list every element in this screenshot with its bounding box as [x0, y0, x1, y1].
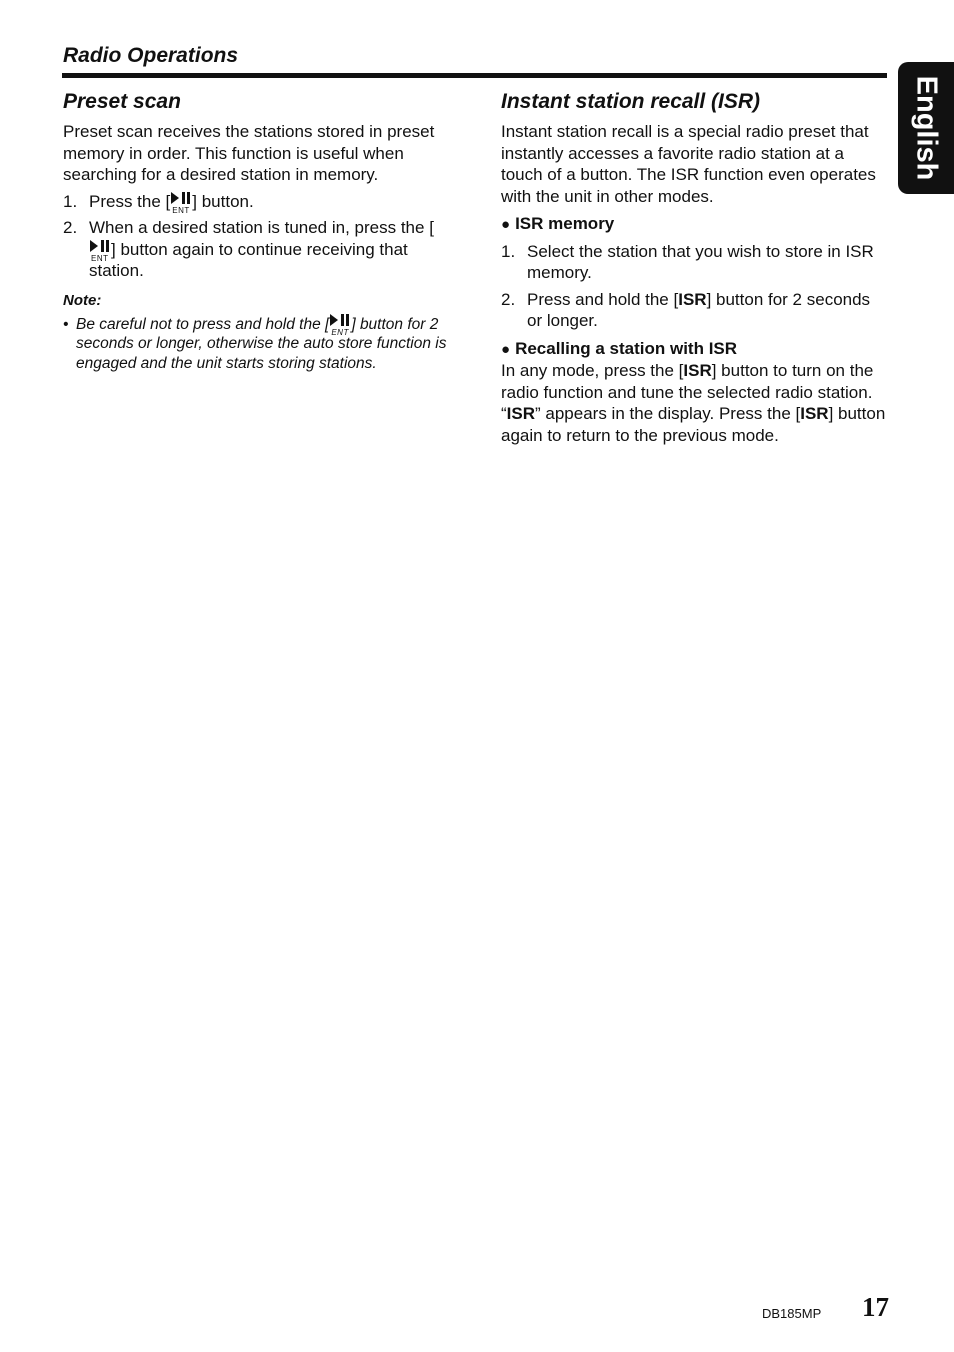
- preset-scan-intro: Preset scan receives the stations stored in preset memory in order. This function is useful when searching for a desired station in memory.: [63, 122, 435, 184]
- play-pause-ent-icon: ENT: [170, 193, 192, 211]
- note-text-before: Be careful not to press and hold the [: [76, 315, 330, 333]
- header-rule: [62, 73, 887, 78]
- isr-key-label: ISR: [506, 404, 536, 423]
- isr-memory-heading: ● ISR memory: [501, 214, 615, 233]
- note-bullet: •: [63, 315, 69, 333]
- page-number: 17: [862, 1292, 889, 1322]
- step-text-before: Press the [: [89, 191, 171, 211]
- note-text-after: ] button for 2 seconds or longer, otherwise the auto store function is engaged and the unit starts storing stations.: [76, 315, 447, 372]
- play-pause-ent-icon: ENT: [89, 241, 111, 259]
- step-number: 1.: [63, 191, 78, 211]
- list-item: [63, 191, 455, 213]
- step-text-before: When a desired station is tuned in, press the [: [89, 218, 434, 237]
- step-number: 1.: [501, 241, 516, 261]
- note-body: [63, 315, 455, 374]
- list-item: [501, 289, 887, 332]
- recall-heading: ● Recalling a station with ISR: [501, 338, 738, 358]
- step-text-before: Press and hold the [: [527, 289, 679, 309]
- section-title: Radio Operations: [63, 44, 239, 67]
- recall-body: In any mode, press the [ISR] button to turn on the radio function and tune the selected radio station. “ISR” appears in the display. Press the [ISR] button again to return to the previous mode.: [501, 361, 886, 445]
- language-tab: [898, 62, 954, 194]
- play-pause-ent-icon: ENT: [329, 315, 351, 333]
- list-item: [501, 241, 887, 284]
- step-number: 2.: [63, 218, 78, 237]
- preset-scan-title: Preset scan: [63, 90, 181, 113]
- isr-title: Instant station recall (ISR): [501, 90, 761, 113]
- language-tab-label: English: [910, 75, 943, 181]
- preset-scan-steps: [63, 191, 455, 282]
- list-item: [63, 217, 455, 282]
- step-number: 2.: [501, 289, 516, 309]
- bullet-dot-icon: ●: [501, 340, 511, 358]
- isr-key-label: ISR: [800, 404, 829, 423]
- model-number: DB185MP: [762, 1306, 822, 1321]
- isr-key-label: ISR: [683, 361, 712, 380]
- step-text-after: ] button for 2 seconds or longer.: [527, 289, 871, 330]
- bullet-dot-icon: ●: [501, 216, 511, 233]
- isr-memory-steps: [501, 241, 887, 332]
- step-text: Select the station that you wish to store in ISR memory.: [527, 241, 874, 282]
- note-title: Note:: [63, 291, 102, 309]
- isr-column: [501, 89, 887, 446]
- step-text-after: ] button.: [192, 191, 254, 211]
- isr-intro: Instant station recall is a special radio preset that instantly accesses a favorite radio station at a touch of a button. The ISR function even operates with the unit in other modes.: [501, 122, 876, 206]
- step-text-after: ] button again to continue receiving that station.: [89, 239, 408, 280]
- isr-key-label: ISR: [678, 289, 707, 309]
- preset-scan-column: [63, 89, 455, 373]
